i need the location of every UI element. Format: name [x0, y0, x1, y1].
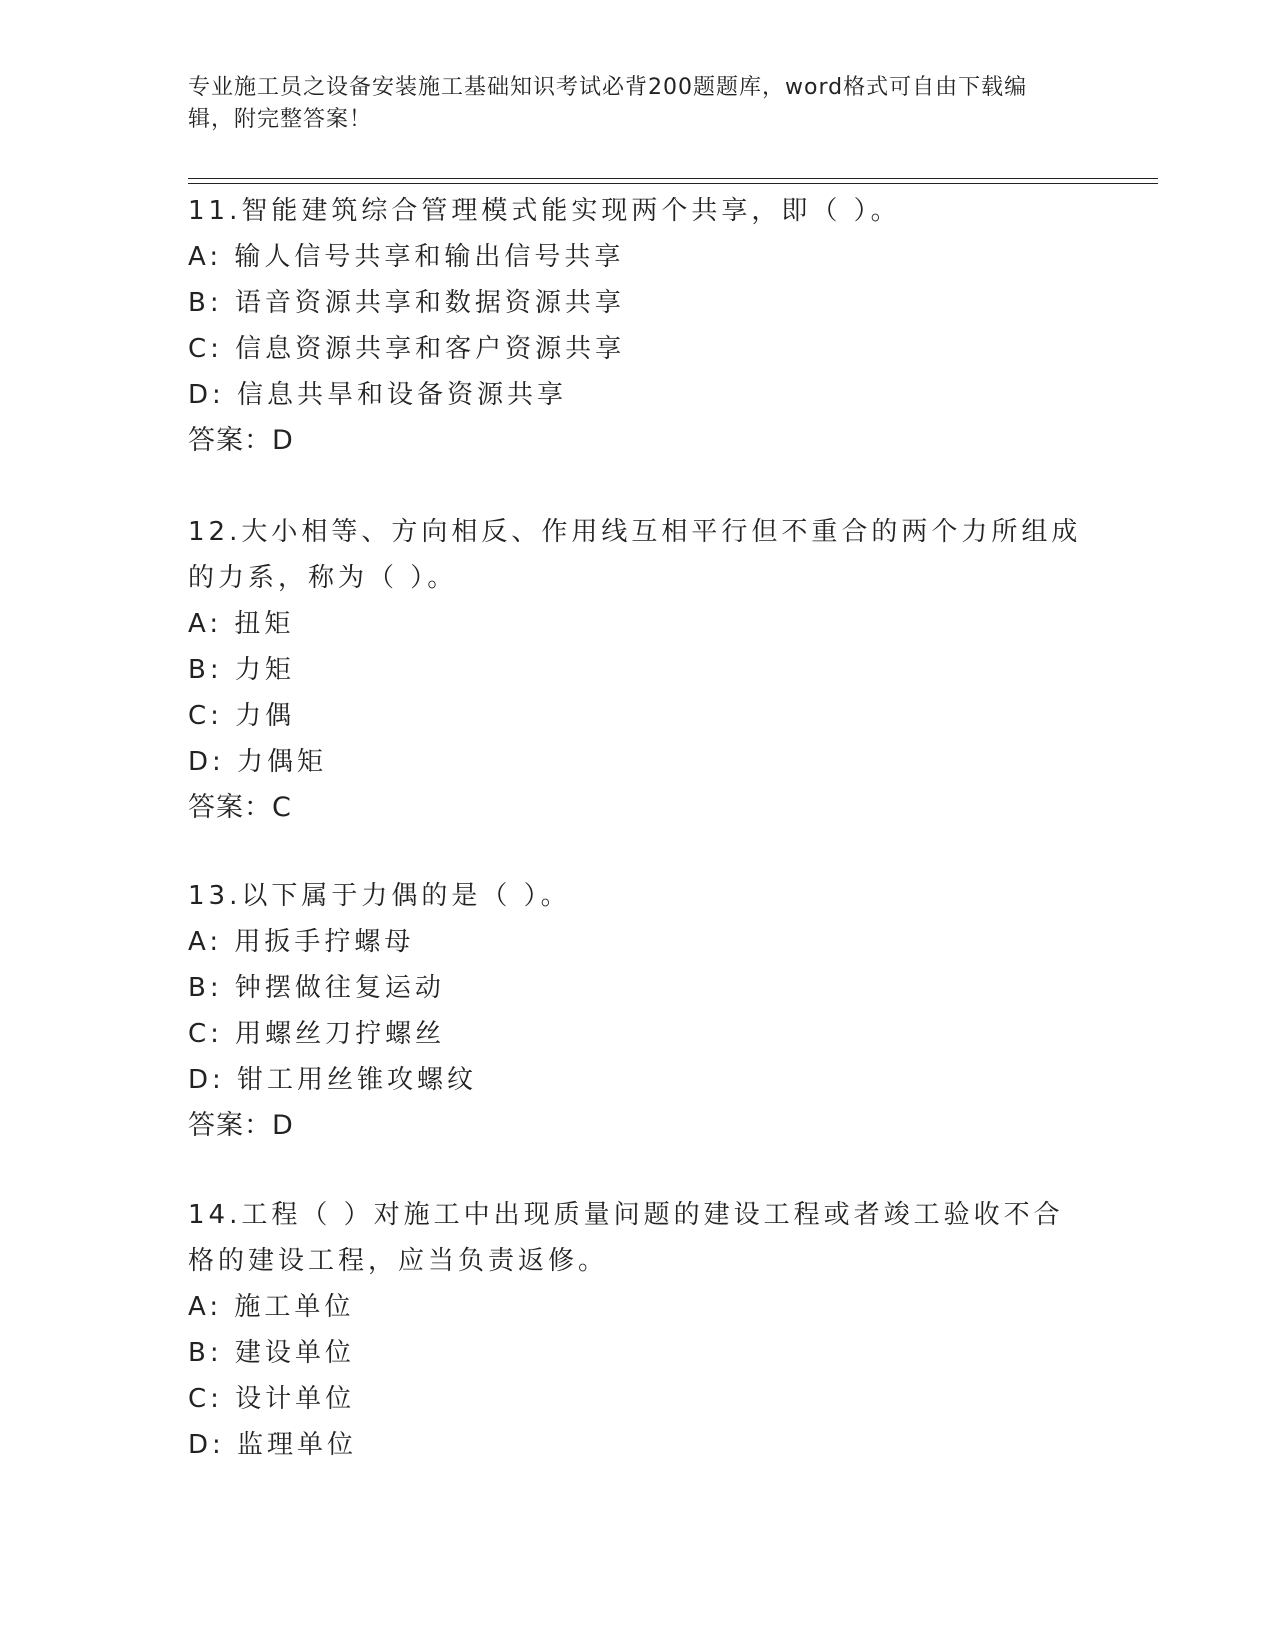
option-a: A: 扭矩 — [188, 609, 295, 639]
question-14 — [188, 1192, 1088, 1468]
option-d: D: 力偶矩 — [188, 747, 328, 777]
option-c: C: 力偶 — [188, 701, 296, 731]
question-stem: 12.大小相等、方向相反、作用线互相平行但不重合的两个力所组成的力系，称为（ ）。 — [188, 517, 1082, 593]
answer-line: 答案：D — [188, 425, 294, 456]
question-13 — [188, 873, 1088, 1149]
option-a: A: 施工单位 — [188, 1292, 355, 1322]
option-d: D: 监理单位 — [188, 1430, 358, 1460]
option-d: D: 钳工用丝锥攻螺纹 — [188, 1065, 478, 1095]
option-b: B: 语音资源共享和数据资源共享 — [188, 288, 625, 318]
option-c: C: 用螺丝刀拧螺丝 — [188, 1019, 446, 1049]
option-c: C: 信息资源共享和客户资源共享 — [188, 334, 626, 364]
option-b: B: 建设单位 — [188, 1338, 355, 1368]
option-d: D: 信息共旱和设备资源共享 — [188, 380, 568, 410]
question-11 — [188, 188, 1088, 464]
answer-line: 答案：D — [188, 1110, 294, 1141]
option-b: B: 力矩 — [188, 655, 295, 685]
answer-line: 答案：C — [188, 792, 292, 823]
question-stem: 11.智能建筑综合管理模式能实现两个共享，即（ ）。 — [188, 196, 901, 226]
question-stem: 13.以下属于力偶的是（ ）。 — [188, 881, 571, 911]
option-c: C: 设计单位 — [188, 1384, 356, 1414]
header-divider-bottom — [188, 183, 1158, 184]
header-divider-top — [188, 178, 1158, 179]
option-a: A: 用扳手拧螺母 — [188, 927, 415, 957]
option-b: B: 钟摆做往复运动 — [188, 973, 445, 1003]
option-a: A: 输人信号共享和输出信号共享 — [188, 242, 625, 272]
question-12 — [188, 509, 1088, 831]
question-stem: 14.工程（ ）对施工中出现质量问题的建设工程或者竣工验收不合格的建设工程，应当负责返修。 — [188, 1200, 1064, 1276]
document-title: 专业施工员之设备安装施工基础知识考试必背200题题库，word格式可自由下载编辑，附完整答案！ — [188, 75, 1028, 132]
